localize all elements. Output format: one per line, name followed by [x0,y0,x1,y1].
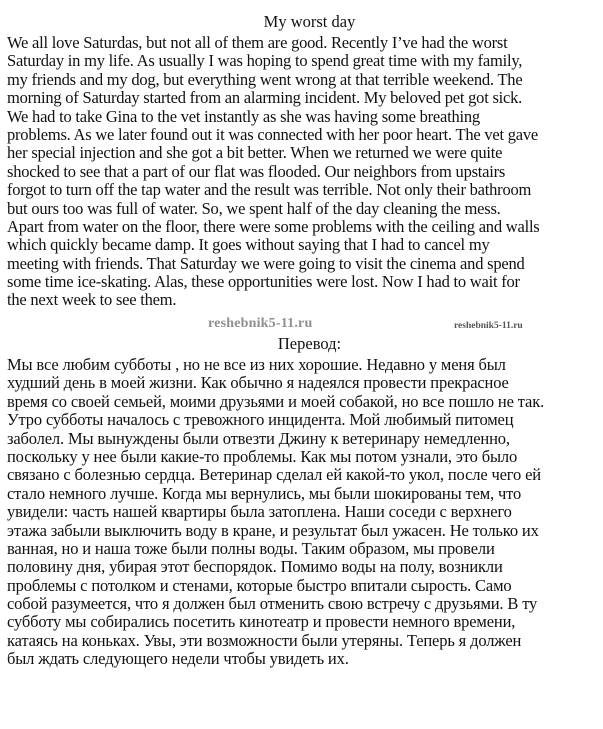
english-line: Apart from water on the floor, there were some problems with the ceiling and walls [7,216,540,236]
english-line: meeting with friends. That Saturday we were going to visit the cinema and spend [7,253,525,273]
russian-line: заболел. Мы вынуждены были отвезти Джину к ветеринару немедленно, [7,428,510,448]
english-line: the next week to see them. [7,290,177,310]
russian-line: Мы все любим субботы , но не все из них хорошие. Недавно у меня был [7,355,506,374]
russian-line: этажа забыли выключить воду в кране, и результат был ужасен. Не только их [7,520,539,540]
russian-line: Утро субботы началось с тревожного инцидента. Мой любимый питомец [7,410,514,430]
russian-line: увидели: часть нашей квартиры была затоплена. Наши соседи с верхнего [7,502,512,522]
russian-line: катаясь на коньках. Увы, эти возможности были утеряны. Теперь я должен [7,630,522,650]
russian-text [7,356,599,669]
english-line: her special injection and she got a bit better. When we returned we were quite [7,143,503,163]
english-line: my friends and my dog, but everything went wrong at that terrible weekend. The [7,69,523,89]
watermark-small: reshebnik5-11.ru [454,321,523,331]
russian-line: собой разумеется, что я должен был отменить свою встречу с друзьями. В ту [7,594,538,614]
translation-label: Перевод: [277,334,342,353]
english-line: morning of Saturday started from an alarming incident. My beloved pet got sick. [7,88,523,108]
english-line: some time ice-skating. Alas, these opportunities were lost. Now I had to wait for [7,272,520,292]
russian-line: был ждать следующего недели чтобы увидеть их. [7,649,349,669]
document-title: My worst day [263,12,356,31]
russian-line: поскольку у нее были какие-то проблемы. Как мы потом узнали, это было [7,446,518,466]
russian-line: худший день в моей жизни. Как обычно я надеялся провести прекрасное [7,373,509,393]
english-line: which quickly became damp. It goes without saying that I had to cancel my [7,235,490,255]
english-line: but ours too was full of water. So, we spent half of the day cleaning the mess. [7,198,501,218]
watermark-large: reshebnik5-11.ru [208,316,313,331]
russian-line: стало немного лучше. Когда мы вернулись, мы были шокированы тем, что [7,483,522,503]
english-text [7,34,599,310]
russian-line: субботу мы собирались посетить кинотеатр и провести немного времени, [7,612,516,632]
russian-line: время со своей семьей, моими друзьями и моей собакой, но все пошло не так. [7,391,545,411]
english-line: forgot to turn off the tap water and the result was terrible. Not only their bathroom [7,180,532,200]
english-line: We all love Saturdas, but not all of them are good. Recently I’ve had the worst [7,33,508,52]
english-line: We had to take Gina to the vet instantly as she was having some breathing [7,106,480,126]
russian-line: связано с болезнью сердца. Ветеринар сделал ей какой-то укол, после чего ей [7,465,541,485]
russian-line: проблемы с потолком и стенами, которые быстро впитали сырость. Само [7,575,512,595]
english-line: Saturday in my life. As usually I was hoping to spend great time with my family, [7,51,523,71]
english-line: problems. As we later found out it was connected with her poor heart. The vet gave [7,124,539,144]
english-line: shocked to see that a part of our flat was flooded. Our neighbors from upstairs [7,161,506,181]
russian-line: половину дня, убирая этот беспорядок. Помимо воды на полу, возникли [7,557,503,577]
russian-line: ванная, но и наша тоже были полны воды. Таким образом, мы провели [7,538,495,558]
